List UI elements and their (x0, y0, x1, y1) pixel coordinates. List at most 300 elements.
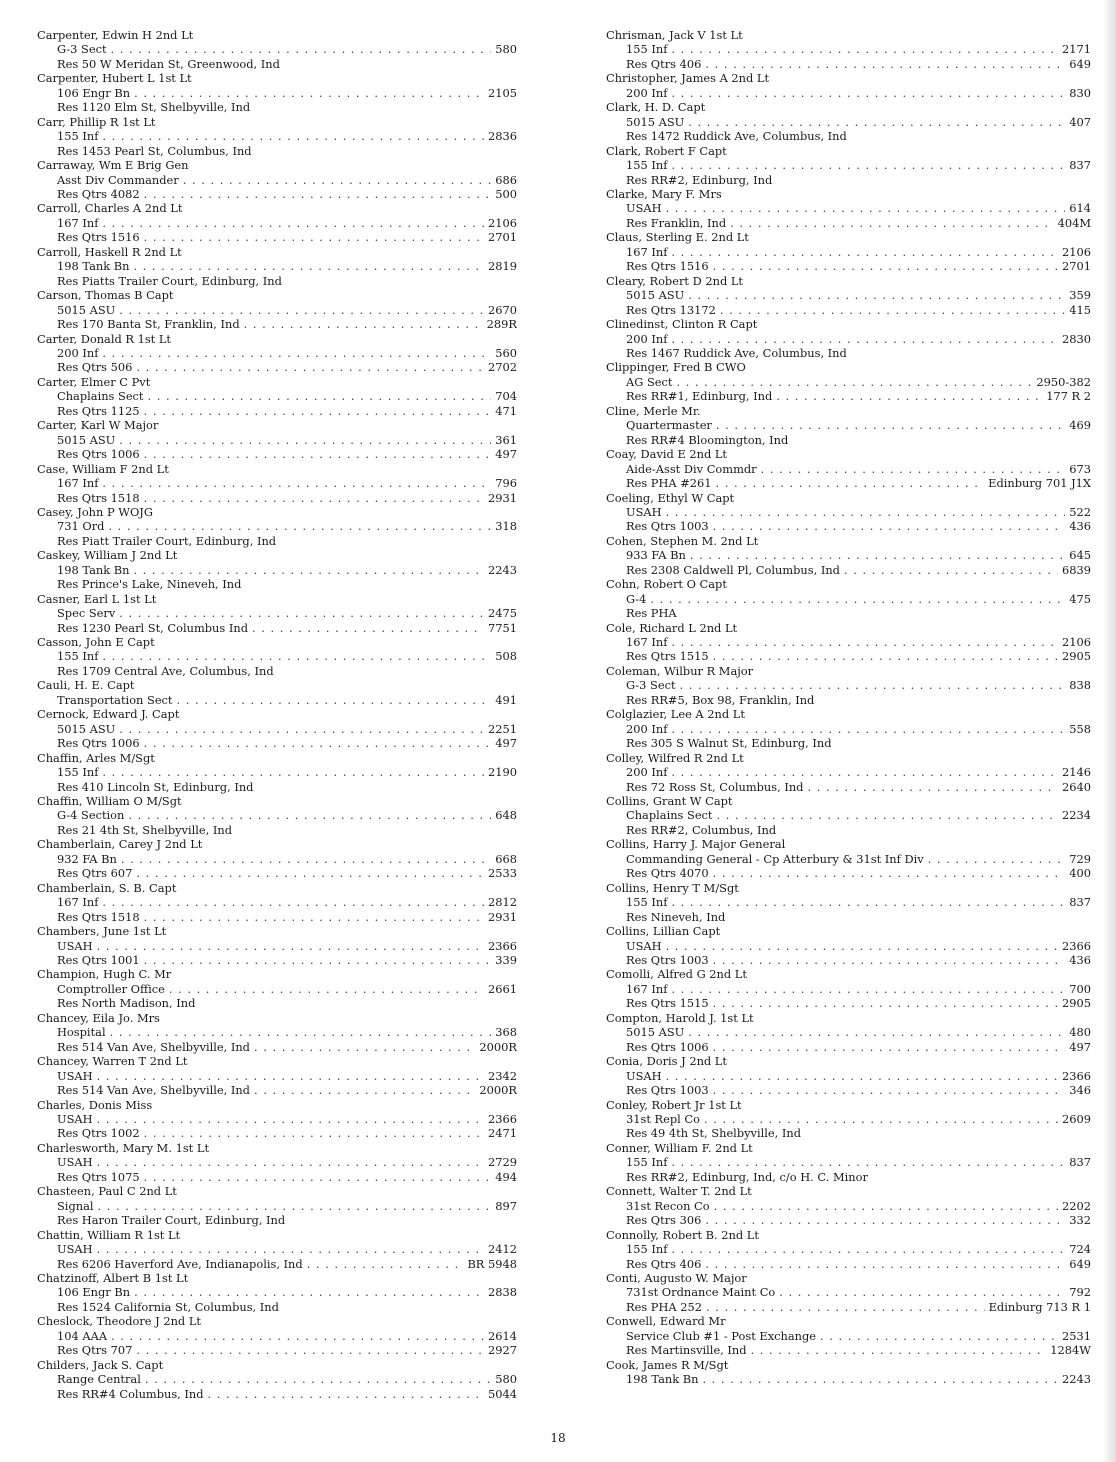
dot-leader (136, 1343, 484, 1357)
entry-name: Cohen, Stephen M. 2nd Lt (606, 533, 759, 548)
entry-line (606, 86, 1091, 100)
entry-line (606, 606, 1091, 620)
directory-entry (37, 1011, 517, 1054)
entry-line-label: Commanding General - Cp Atterbury & 31st Inf Div (626, 851, 924, 866)
directory-entry (37, 794, 517, 837)
directory-entry (606, 664, 1091, 707)
entry-name: Collins, Lillian Capt (606, 924, 721, 939)
phone-number: 2000R (479, 1039, 517, 1054)
phone-number: 2243 (1062, 1372, 1091, 1387)
directory-entry (37, 837, 517, 880)
dot-leader (671, 765, 1058, 779)
directory-entry (37, 1054, 517, 1097)
entry-line-label: 167 Inf (57, 476, 99, 491)
phone-number: 2640 (1062, 779, 1091, 794)
dot-leader (144, 1170, 492, 1184)
dot-leader (119, 722, 484, 736)
entry-name: Chamberlain, S. B. Capt (37, 880, 177, 895)
entry-line-label: Res PHA #261 (626, 476, 712, 491)
phone-number: 2366 (1062, 938, 1091, 953)
dot-leader (144, 230, 484, 244)
entry-line (606, 346, 1091, 360)
entry-line (37, 1300, 517, 1314)
dot-leader (144, 910, 484, 924)
entry-line-label: 167 Inf (626, 635, 668, 650)
dot-leader (671, 42, 1058, 56)
entry-line (37, 1025, 517, 1039)
phone-number: 558 (1069, 721, 1091, 736)
entry-line (606, 1257, 1091, 1271)
phone-number: 2531 (1062, 1328, 1091, 1343)
entry-line-label: Quartermaster (626, 418, 712, 433)
entry-line-label: 731 Ord (57, 519, 105, 534)
entry-line (606, 1155, 1091, 1169)
dot-leader (713, 1040, 1066, 1054)
entry-line (606, 765, 1091, 779)
dot-leader (713, 996, 1058, 1010)
entry-line (37, 259, 517, 273)
entry-name: Chatzinoff, Albert B 1st Lt (37, 1270, 189, 1285)
phone-number: 2146 (1062, 765, 1091, 780)
entry-line-label: Res Qtrs 1002 (57, 1126, 140, 1141)
directory-entry (37, 462, 517, 505)
entry-line-label: Res 410 Lincoln St, Edinburg, Ind (57, 779, 254, 794)
entry-line (37, 1126, 517, 1140)
entry-name: Chaffin, Arles M/Sgt (37, 750, 155, 765)
entry-name: Case, William F 2nd Lt (37, 461, 169, 476)
dot-leader (134, 1285, 484, 1299)
entry-line (606, 592, 1091, 606)
dot-leader (148, 389, 492, 403)
directory-entry (606, 534, 1091, 577)
entry-name: Charles, Donis Miss (37, 1097, 153, 1112)
entry-name: Connett, Walter T. 2nd Lt (606, 1184, 752, 1199)
entry-line (37, 1083, 517, 1097)
left-column (37, 28, 517, 1401)
entry-line-label: 155 Inf (57, 765, 99, 780)
entry-line-label: Res Qtrs 1006 (57, 736, 140, 751)
directory-entry (606, 491, 1091, 534)
entry-line-label: 31st Repl Co (626, 1111, 700, 1126)
phone-number: 796 (495, 476, 517, 491)
directory-entry (37, 881, 517, 924)
phone-number: 649 (1069, 56, 1091, 71)
dot-leader (776, 389, 1042, 403)
directory-entry (37, 1314, 517, 1357)
entry-line (37, 1155, 517, 1169)
directory-entry (606, 751, 1091, 794)
entry-line (606, 245, 1091, 259)
entry-line (606, 866, 1091, 880)
entry-line (37, 274, 517, 288)
entry-line-label: Res Qtrs 506 (57, 360, 133, 375)
entry-line (606, 823, 1091, 837)
entry-line-label: 167 Inf (57, 215, 99, 230)
dot-leader (144, 404, 492, 418)
directory-entry (606, 837, 1091, 880)
phone-number: 2905 (1062, 649, 1091, 664)
entry-name: Chamberlain, Carey J 2nd Lt (37, 837, 203, 852)
entry-line (37, 360, 517, 374)
phone-number: 318 (495, 519, 517, 534)
entry-line (606, 1242, 1091, 1256)
dot-leader (720, 303, 1065, 317)
entry-line (606, 303, 1091, 317)
entry-line-label: Chaplains Sect (626, 808, 713, 823)
phone-number: 2471 (488, 1126, 517, 1141)
entry-line (37, 230, 517, 244)
phone-number: 497 (1069, 1039, 1091, 1054)
entry-line (606, 1343, 1091, 1357)
dot-leader (730, 216, 1053, 230)
dot-leader (97, 1242, 484, 1256)
entry-line-label: Aide-Asst Div Commdr (626, 461, 757, 476)
phone-number: 2366 (488, 938, 517, 953)
entry-line-label: Res Qtrs 4082 (57, 186, 140, 201)
phone-number: 580 (495, 42, 517, 57)
phone-number: 497 (495, 447, 517, 462)
entry-line-label: USAH (57, 1242, 93, 1257)
entry-line (606, 736, 1091, 750)
directory-entry (606, 187, 1091, 230)
entry-line (37, 1372, 517, 1386)
phone-number: 2927 (488, 1343, 517, 1358)
phone-number: 522 (1069, 504, 1091, 519)
phone-number: 407 (1069, 114, 1091, 129)
entry-line-label: Res 21 4th St, Shelbyville, Ind (57, 822, 233, 837)
entry-line-label: Res North Madison, Ind (57, 996, 196, 1011)
directory-entry (606, 274, 1091, 317)
entry-line-label: Res 6206 Haverford Ave, Indianapolis, Ind (57, 1256, 303, 1271)
entry-line-label: Res 49 4th St, Shelbyville, Ind (626, 1126, 802, 1141)
phone-number: 897 (495, 1198, 517, 1213)
entry-line (37, 1199, 517, 1213)
entry-line-label: Res 2308 Caldwell Pl, Columbus, Ind (626, 562, 840, 577)
entry-line-label: 731st Ordnance Maint Co (626, 1285, 776, 1300)
phone-number: 2533 (488, 866, 517, 881)
entry-name: Cole, Richard L 2nd Lt (606, 620, 738, 635)
entry-name: Cernock, Edward J. Capt (37, 707, 180, 722)
entry-line-label: Res Qtrs 707 (57, 1343, 133, 1358)
entry-line-label: 5015 ASU (626, 114, 685, 129)
entry-name: Cheslock, Theodore J 2nd Lt (37, 1314, 201, 1329)
phone-number: 837 (1069, 895, 1091, 910)
entry-line-label: Comptroller Office (57, 981, 165, 996)
dot-leader (713, 866, 1066, 880)
entry-line-label: Res 305 S Walnut St, Edinburg, Ind (626, 736, 832, 751)
entry-line (37, 534, 517, 548)
entry-line (606, 1069, 1091, 1083)
entry-name: Childers, Jack S. Capt (37, 1357, 164, 1372)
entry-line-label: Res 1120 Elm St, Shelbyville, Ind (57, 100, 251, 115)
entry-line-label: Res RR#1, Edinburg, Ind (626, 389, 773, 404)
entry-line (606, 649, 1091, 663)
entry-line-label: 167 Inf (626, 981, 668, 996)
entry-line (606, 693, 1091, 707)
entry-name: Champion, Hugh C. Mr (37, 967, 172, 982)
entry-line-label: 155 Inf (626, 158, 668, 173)
directory-entry (606, 100, 1091, 143)
entry-line (37, 1040, 517, 1054)
phone-number: 361 (495, 432, 517, 447)
directory-entry (37, 707, 517, 750)
entry-name: Compton, Harold J. 1st Lt (606, 1010, 754, 1025)
page-edge-shadow (1102, 0, 1116, 1462)
directory-entry (606, 71, 1091, 100)
phone-number: 471 (495, 403, 517, 418)
phone-number: 2838 (488, 1285, 517, 1300)
entry-line (606, 418, 1091, 432)
dot-leader (671, 86, 1065, 100)
directory-entry (606, 881, 1091, 924)
entry-line (37, 693, 517, 707)
dot-leader (671, 1242, 1065, 1256)
directory-entry (606, 707, 1091, 750)
entry-line (37, 100, 517, 114)
entry-line (606, 1040, 1091, 1054)
directory-entry (37, 635, 517, 678)
directory-entry (606, 924, 1091, 967)
phone-number: 838 (1069, 678, 1091, 693)
entry-line (606, 115, 1091, 129)
dot-leader (713, 1083, 1066, 1097)
dot-leader (716, 476, 985, 490)
entry-name: Carroll, Charles A 2nd Lt (37, 201, 183, 216)
entry-line (37, 216, 517, 230)
entry-line-label: Res Qtrs 1075 (57, 1169, 140, 1184)
directory-entry (37, 288, 517, 331)
right-column (606, 28, 1091, 1387)
entry-line-label: Res 1524 California St, Columbus, Ind (57, 1299, 279, 1314)
entry-line (37, 736, 517, 750)
entry-line-label: Res Qtrs 4070 (626, 866, 709, 881)
entry-line-label: Res Qtrs 1516 (57, 230, 140, 245)
entry-name: Chasteen, Paul C 2nd Lt (37, 1184, 177, 1199)
entry-line (37, 57, 517, 71)
phone-number: 2661 (488, 981, 517, 996)
dot-leader (119, 303, 484, 317)
entry-line (37, 144, 517, 158)
phone-number: 560 (495, 345, 517, 360)
phone-number: 436 (1069, 953, 1091, 967)
dot-leader (110, 1025, 492, 1039)
entry-line (37, 910, 517, 924)
entry-line (606, 895, 1091, 909)
entry-line (37, 129, 517, 143)
entry-name: Claus, Sterling E. 2nd Lt (606, 230, 749, 245)
phone-number: 494 (495, 1169, 517, 1184)
entry-line (606, 505, 1091, 519)
entry-line (606, 129, 1091, 143)
entry-name: Carpenter, Hubert L 1st Lt (37, 71, 192, 86)
dot-leader (671, 158, 1065, 172)
entry-line (37, 346, 517, 360)
entry-line (37, 447, 517, 461)
dot-leader (111, 42, 492, 56)
dot-leader (102, 216, 484, 230)
entry-name: Cauli, H. E. Capt (37, 678, 135, 693)
dot-leader (680, 678, 1066, 692)
dot-leader (254, 1083, 475, 1097)
entry-line (37, 953, 517, 967)
directory-entry (606, 317, 1091, 360)
dot-leader (928, 852, 1066, 866)
entry-line-label: 155 Inf (57, 129, 99, 144)
entry-line-label: Res Qtrs 1003 (626, 1083, 709, 1098)
entry-line (37, 1242, 517, 1256)
dot-leader (145, 1372, 491, 1386)
phone-number: 346 (1069, 1083, 1091, 1098)
directory-entry (606, 577, 1091, 620)
entry-name: Cleary, Robert D 2nd Lt (606, 273, 743, 288)
dot-leader (144, 447, 492, 461)
entry-name: Chaffin, William O M/Sgt (37, 794, 182, 809)
entry-line (606, 462, 1091, 476)
dot-leader (751, 1343, 1047, 1357)
phone-number: 673 (1069, 461, 1091, 476)
entry-line-label: G-4 (626, 591, 647, 606)
phone-number: 645 (1069, 548, 1091, 563)
entry-line (606, 158, 1091, 172)
dot-leader (133, 563, 484, 577)
dot-leader (671, 635, 1058, 649)
entry-line (606, 1213, 1091, 1227)
entry-line (606, 476, 1091, 490)
directory-entry (37, 967, 517, 1010)
entry-line (606, 910, 1091, 924)
entry-line-label: Res Nineveh, Ind (626, 909, 726, 924)
entry-name: Charlesworth, Mary M. 1st Lt (37, 1140, 210, 1155)
phone-number: 2729 (488, 1155, 517, 1170)
entry-line (37, 1387, 517, 1401)
directory-entry (606, 1228, 1091, 1271)
directory-entry (606, 1098, 1091, 1141)
entry-line (37, 173, 517, 187)
entry-line-label: Res 1453 Pearl St, Columbus, Ind (57, 143, 252, 158)
phone-number: 497 (495, 736, 517, 751)
dot-leader (716, 418, 1065, 432)
entry-line-label: 200 Inf (626, 721, 668, 736)
phone-number: 2243 (488, 562, 517, 577)
entry-line (37, 519, 517, 533)
dot-leader (133, 259, 484, 273)
entry-line-label: 155 Inf (626, 42, 668, 57)
entry-name: Clark, Robert F Capt (606, 143, 727, 158)
entry-line (37, 664, 517, 678)
entry-line-label: 106 Engr Bn (57, 85, 131, 100)
entry-name: Collins, Harry J. Major General (606, 837, 786, 852)
entry-line-label: Res 1230 Pearl St, Columbus Ind (57, 620, 248, 635)
entry-line-label: 933 FA Bn (626, 548, 686, 563)
entry-line (37, 808, 517, 822)
entry-line (37, 1213, 517, 1227)
entry-line (37, 389, 517, 403)
dot-leader (102, 895, 484, 909)
dot-leader (671, 722, 1065, 736)
entry-line-label: Res Qtrs 1006 (57, 447, 140, 462)
entry-line (37, 852, 517, 866)
directory-entry (606, 794, 1091, 837)
directory-entry (37, 158, 517, 201)
phone-number: 2931 (488, 490, 517, 505)
dot-leader (111, 1329, 484, 1343)
entry-line-label: Res Qtrs 1001 (57, 953, 140, 967)
phone-number: Edinburg 713 R 1 (988, 1299, 1091, 1314)
phone-number: 2905 (1062, 996, 1091, 1011)
entry-line (37, 895, 517, 909)
dot-leader (666, 201, 1066, 215)
directory-entry (37, 1271, 517, 1314)
entry-line-label: Service Club #1 - Post Exchange (626, 1328, 817, 1343)
phone-number: 436 (1069, 519, 1091, 534)
dot-leader (717, 808, 1058, 822)
dot-leader (97, 1069, 484, 1083)
phone-number: 7751 (488, 620, 517, 635)
entry-name: Colley, Wilfred R 2nd Lt (606, 750, 744, 765)
entry-line (37, 823, 517, 837)
page-number: 18 (550, 1431, 566, 1445)
entry-line-label: Res 1467 Ruddick Ave, Columbus, Ind (626, 345, 847, 360)
entry-line (606, 216, 1091, 230)
entry-line-label: Spec Serv (57, 606, 116, 621)
entry-line-label: G-3 Sect (57, 42, 107, 57)
entry-name: Carraway, Wm E Brig Gen (37, 158, 189, 173)
entry-line (606, 1300, 1091, 1314)
entry-line-label: Res 72 Ross St, Columbus, Ind (626, 779, 804, 794)
entry-name: Casson, John E Capt (37, 635, 155, 650)
entry-name: Chambers, June 1st Lt (37, 924, 167, 939)
entry-name: Carroll, Haskell R 2nd Lt (37, 244, 182, 259)
entry-line (37, 765, 517, 779)
entry-name: Collins, Grant W Capt (606, 794, 733, 809)
entry-name: Connolly, Robert B. 2nd Lt (606, 1227, 759, 1242)
entry-line (37, 1069, 517, 1083)
entry-line-label: Res Franklin, Ind (626, 215, 727, 230)
dot-leader (666, 1069, 1058, 1083)
entry-line-label: 167 Inf (626, 244, 668, 259)
dot-leader (688, 1025, 1065, 1039)
phone-number: 2475 (488, 606, 517, 621)
entry-line (37, 722, 517, 736)
entry-line (606, 375, 1091, 389)
entry-line-label: Res Qtrs 1125 (57, 403, 140, 418)
entry-line (37, 491, 517, 505)
entry-line (606, 1329, 1091, 1343)
directory-entry (606, 447, 1091, 490)
entry-line-label: 200 Inf (57, 345, 99, 360)
entry-line-label: 5015 ASU (626, 1025, 685, 1040)
directory-entry (37, 678, 517, 707)
dot-leader (119, 433, 491, 447)
entry-line-label: 155 Inf (626, 895, 668, 910)
phone-number: 729 (1069, 851, 1091, 866)
phone-number: 837 (1069, 158, 1091, 173)
entry-line-label: 167 Inf (57, 895, 99, 910)
entry-line (37, 433, 517, 447)
entry-line-label: Res RR#2, Edinburg, Ind, c/o H. C. Minor (626, 1169, 868, 1184)
phone-number: 1284W (1050, 1343, 1091, 1358)
dot-leader (676, 375, 1032, 389)
entry-line (606, 852, 1091, 866)
directory-entry (606, 360, 1091, 403)
phone-number: 469 (1069, 418, 1091, 433)
dot-leader (650, 592, 1065, 606)
phone-number: 339 (495, 953, 517, 967)
directory-entry (606, 1011, 1091, 1054)
directory-entry (37, 751, 517, 794)
entry-line (606, 57, 1091, 71)
entry-name: Clippinger, Fred B CWO (606, 360, 746, 375)
